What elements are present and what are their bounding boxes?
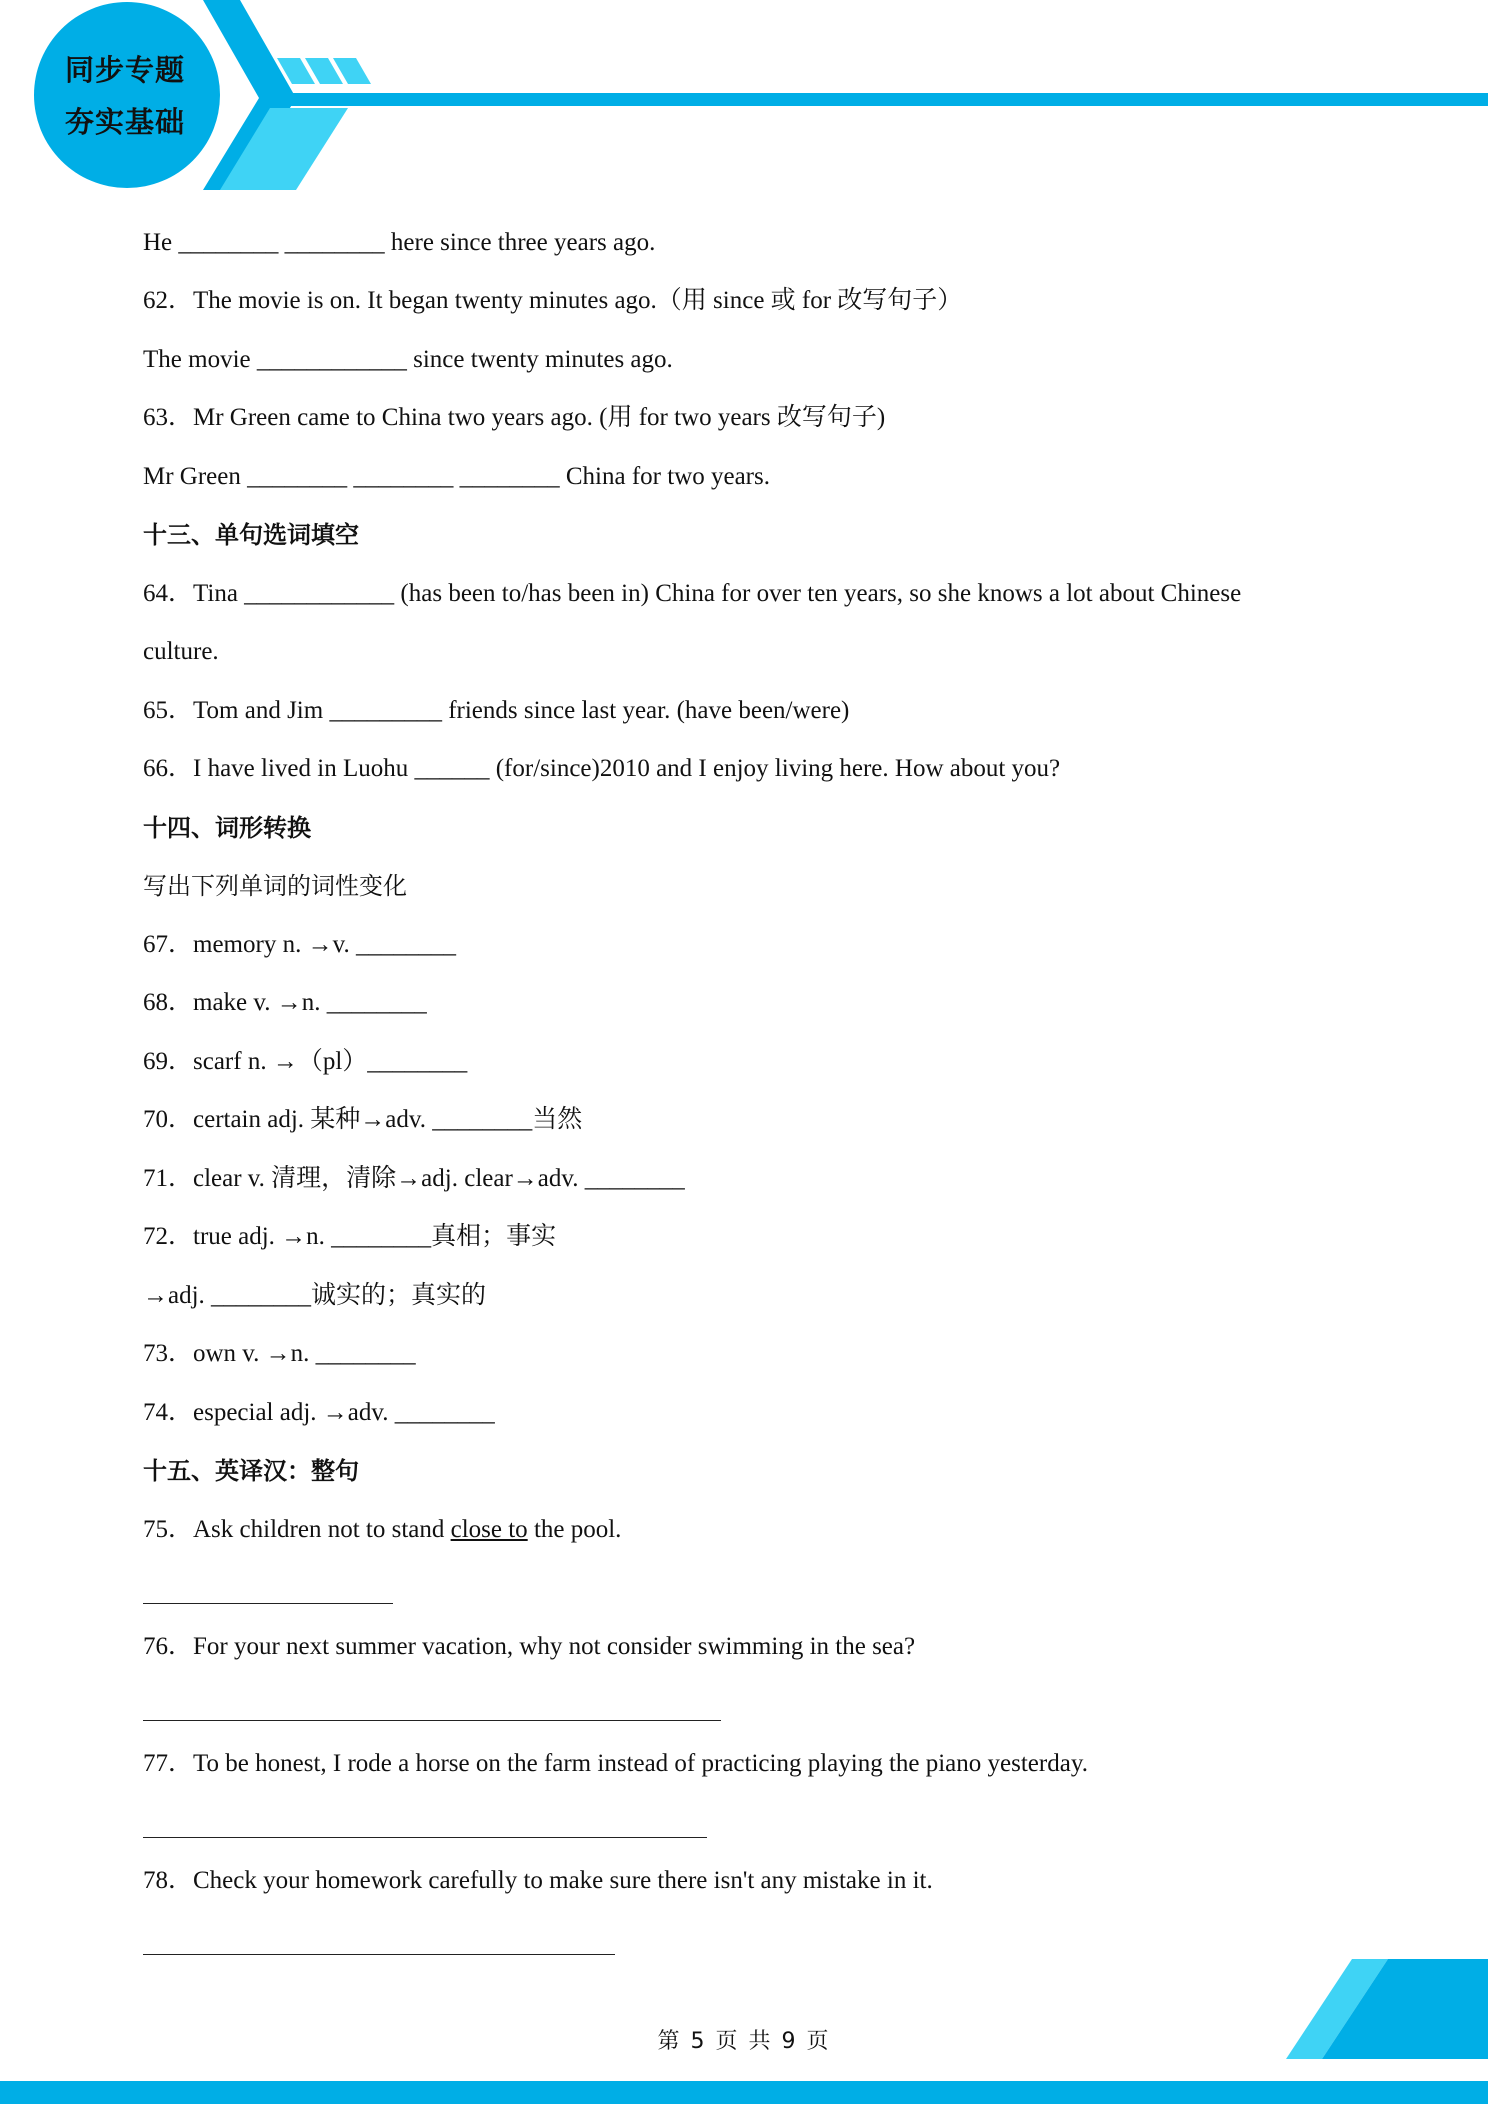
question-65: 65．Tom and Jim _________ friends since last year. (have been/were) <box>143 697 850 724</box>
page-number: 第 5 页 共 9 页 <box>657 2029 831 2054</box>
question-70: 70．certain adj. 某种→adv. ________当然 <box>143 1106 583 1133</box>
question-76: 76．For your next summer vacation, why not consider swimming in the sea? <box>143 1633 916 1660</box>
question-64-cont: culture. <box>143 638 219 665</box>
question-63: 63．Mr Green came to China two years ago. (用 for two years 改写句子) <box>143 404 886 431</box>
question-75-underlined: close to <box>450 1516 528 1543</box>
section-14-instruction: 写出下列单词的词性变化 <box>143 872 407 900</box>
question-62-answer: The movie ____________ since twenty minutes ago. <box>143 346 673 373</box>
answer-line-75[interactable] <box>143 1603 393 1604</box>
question-74: 74．especial adj. →adv. ________ <box>143 1399 495 1426</box>
header-badge <box>36 44 214 148</box>
badge-line-1: 同步专题 <box>64 53 185 87</box>
question-66: 66．I have lived in Luohu ______ (for/since)2010 and I enjoy living here. How about you? <box>143 755 1061 782</box>
question-75-text-a: 75．Ask children not to stand <box>143 1516 451 1543</box>
badge-line-2: 夯实基础 <box>64 105 185 139</box>
header-decoration <box>0 0 1488 200</box>
page-header <box>0 0 1488 200</box>
question-75-text-c: the pool. <box>527 1516 622 1543</box>
section-13-heading: 十三、单句选词填空 <box>143 521 359 549</box>
question-77: 77．To be honest, I rode a horse on the farm instead of practicing playing the piano yesterday. <box>143 1750 1088 1777</box>
section-15-heading: 十五、英译汉：整句 <box>143 1457 359 1485</box>
question-72: 72．true adj. →n. ________真相；事实 <box>143 1223 557 1250</box>
question-64: 64．Tina ____________ (has been to/has been in) China for over ten years, so she knows a lot about Chinese <box>143 580 1242 607</box>
question-69: 69．scarf n. →（pl）________ <box>143 1048 468 1075</box>
section-14-heading: 十四、词形转换 <box>143 814 311 842</box>
question-68: 68．make v. →n. ________ <box>143 989 427 1016</box>
question-62: 62．The movie is on. It began twenty minutes ago.（用 since 或 for 改写句子） <box>143 287 963 314</box>
answer-line-77[interactable] <box>143 1837 707 1838</box>
question-78: 78．Check your homework carefully to make sure there isn't any mistake in it. <box>143 1867 933 1894</box>
question-63-answer: Mr Green ________ ________ ________ China for two years. <box>143 463 770 490</box>
question-72-cont: →adj. ________诚实的；真实的 <box>143 1282 487 1309</box>
question-67: 67．memory n. →v. ________ <box>143 931 456 958</box>
question-75 <box>143 1515 621 1545</box>
question-71: 71．clear v. 清理，清除→adj. clear→adv. ________ <box>143 1165 685 1192</box>
answer-line-76[interactable] <box>143 1720 721 1721</box>
question-61-answer: He ________ ________ here since three years ago. <box>143 229 656 256</box>
question-73: 73．own v. →n. ________ <box>143 1340 416 1367</box>
